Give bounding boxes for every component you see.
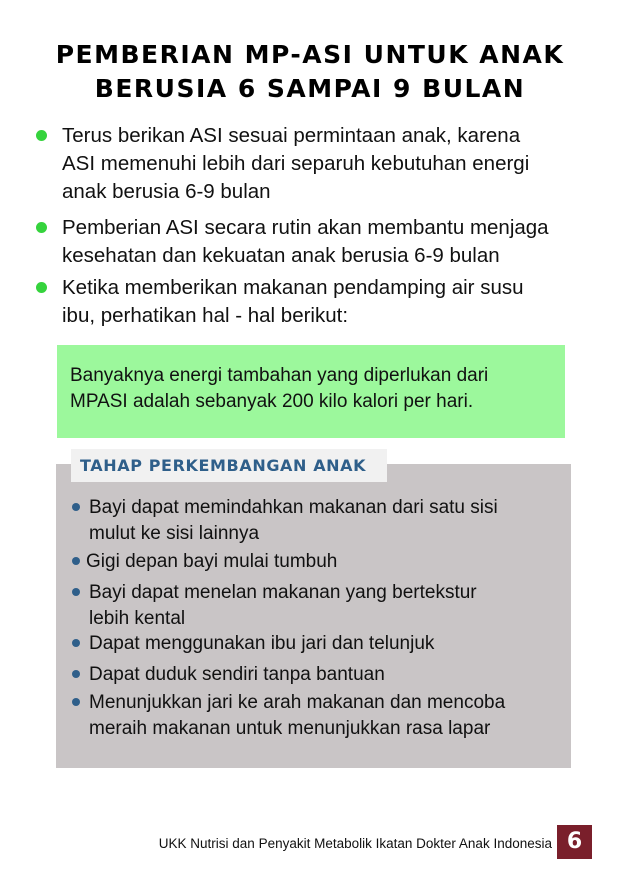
energy-line: Banyaknya energi tambahan yang diperlukan dari [70, 365, 489, 386]
development-line: Bayi dapat memindahkan makanan dari satu sisi [89, 497, 498, 518]
development-list-item [72, 631, 552, 657]
bullet-item-routine-asi [36, 214, 612, 270]
bullet-item-asi-demand [36, 122, 612, 206]
title-line-2: BERUSIA 6 SAMPAI 9 BULAN [94, 74, 526, 103]
development-heading-tab [71, 449, 387, 482]
development-line: Menunjukkan jari ke arah makanan dan mencoba [89, 692, 506, 713]
page-title [0, 38, 620, 106]
bullet-line: Ketika memberikan makanan pendamping air susu [62, 276, 524, 299]
development-line: Dapat duduk sendiri tanpa bantuan [89, 664, 385, 685]
title-line-1: PEMBERIAN MP-ASI UNTUK ANAK [55, 40, 565, 69]
blue-bullet-icon [72, 639, 80, 647]
development-line: Bayi dapat menelan makanan yang bertekstur [89, 582, 477, 603]
page-number-badge: 6 [557, 825, 592, 859]
blue-bullet-icon [72, 670, 80, 678]
green-bullet-icon [36, 130, 47, 141]
bullet-line: Pemberian ASI secara rutin akan membantu menjaga [62, 216, 549, 239]
development-line: Dapat menggunakan ibu jari dan telunjuk [89, 633, 435, 654]
energy-line: MPASI adalah sebanyak 200 kilo kalori per hari. [70, 391, 474, 412]
blue-bullet-icon [72, 698, 80, 706]
bullet-line: ASI memenuhi lebih dari separuh kebutuhan energi [62, 152, 530, 175]
blue-bullet-icon [72, 588, 80, 596]
bullet-item-mpasi-notes [36, 274, 612, 330]
green-bullet-icon [36, 282, 47, 293]
development-heading: TAHAP PERKEMBANGAN ANAK [80, 456, 367, 475]
bullet-line: anak berusia 6-9 bulan [62, 180, 271, 203]
development-list-item [72, 690, 552, 742]
development-list-item [72, 549, 552, 575]
development-list-item [72, 495, 552, 547]
bullet-line: ibu, perhatikan hal - hal berikut: [62, 304, 349, 327]
footer-credit: UKK Nutrisi dan Penyakit Metabolik Ikatan Dokter Anak Indonesia [158, 836, 552, 851]
energy-info-box [57, 345, 565, 438]
development-line: meraih makanan untuk menunjukkan rasa lapar [89, 718, 491, 739]
development-line: lebih kental [89, 608, 186, 629]
development-list-item [72, 580, 552, 632]
blue-bullet-icon [72, 557, 80, 565]
green-bullet-icon [36, 222, 47, 233]
bullet-line: Terus berikan ASI sesuai permintaan anak, karena [62, 124, 521, 147]
development-line: Gigi depan bayi mulai tumbuh [86, 551, 338, 572]
development-line: mulut ke sisi lainnya [89, 523, 260, 544]
bullet-line: kesehatan dan kekuatan anak berusia 6-9 bulan [62, 244, 500, 267]
blue-bullet-icon [72, 503, 80, 511]
development-list-item [72, 662, 552, 688]
